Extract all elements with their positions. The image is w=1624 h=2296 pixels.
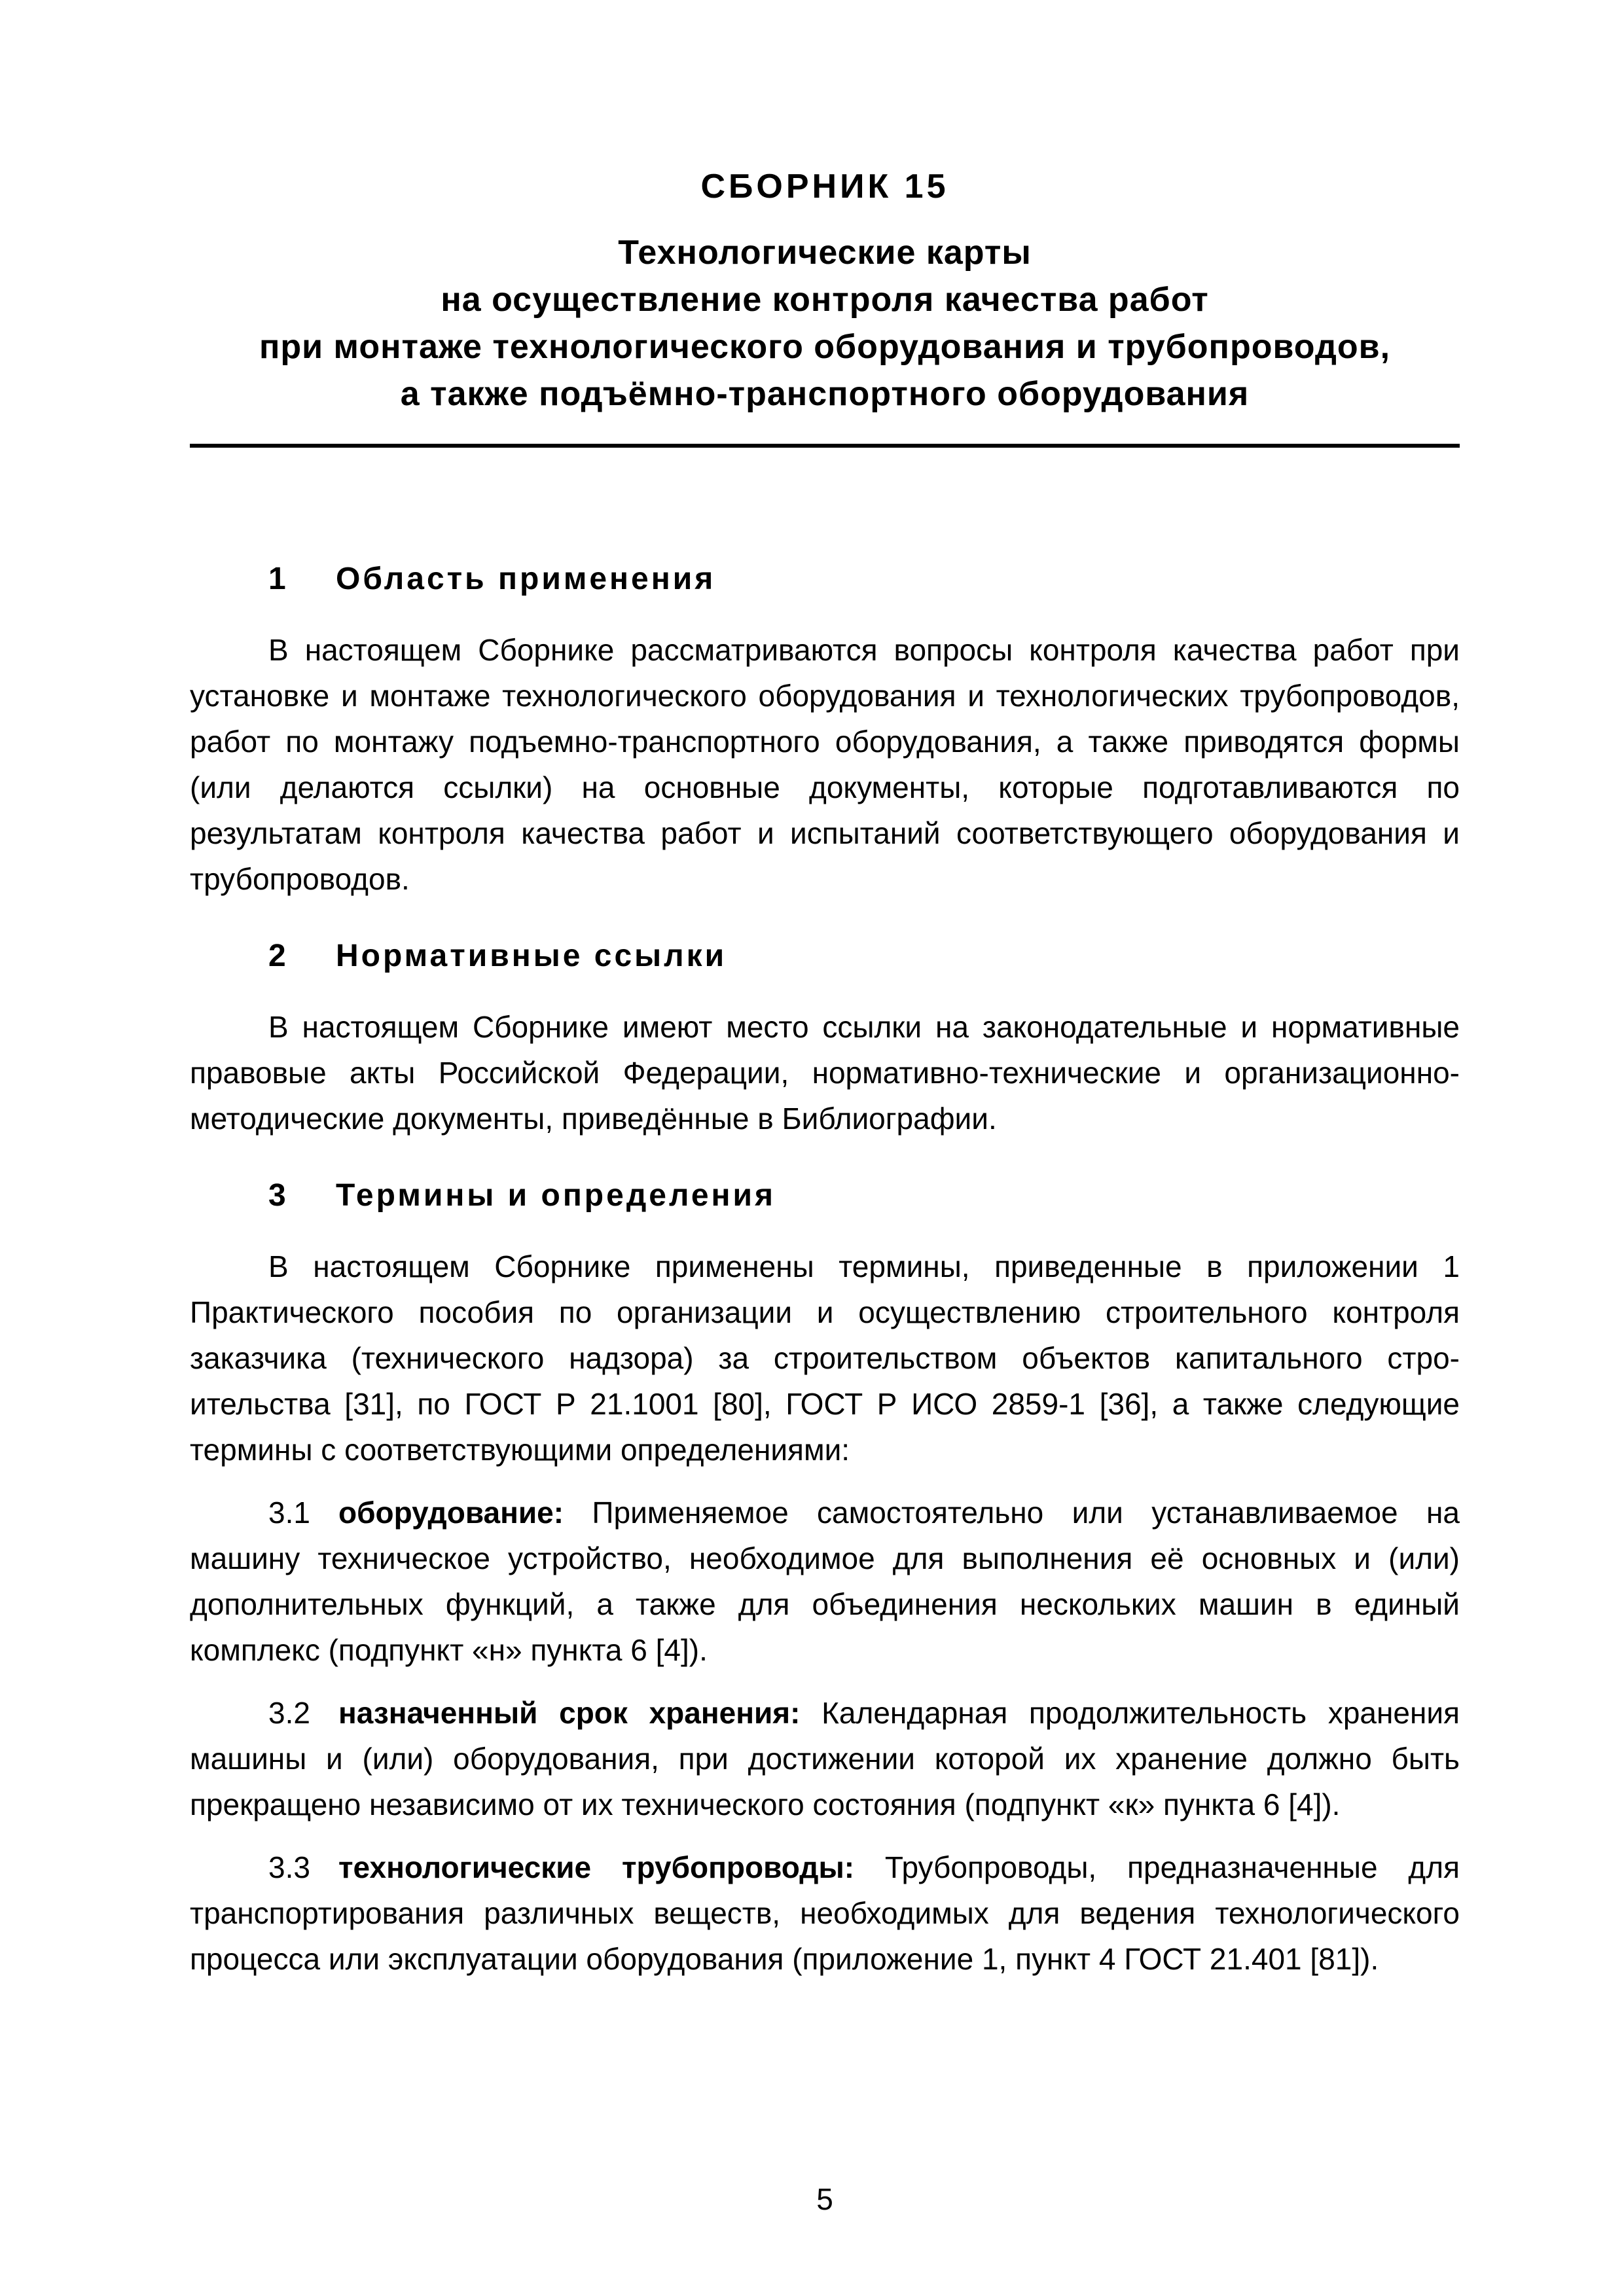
definition-text: Календарная продолжительность хранения машины и (или) оборудования, при достижении которой их хранение должно быть прекращено независимо от их технического состояния (подпункт «к» пункта 6 [4]). xyxy=(190,1696,1460,1821)
definition-term: оборудование: xyxy=(338,1496,564,1530)
section-heading-terms xyxy=(190,1173,1460,1219)
definition-term: технологические трубопроводы: xyxy=(338,1850,855,1884)
collection-title xyxy=(190,229,1460,418)
section-paragraph-terms: В настоящем Сборнике применены термины, приведенные в приложении 1 Практического пособия по организации и осуществлению строительного контроля заказчика (технического надзора) за строительством объектов капитального строительства [31], по ГОСТ Р 21.1001 [80], ГОСТ Р ИСО 2859-1 [36], а также следующие термины с соответствующими определениями: xyxy=(190,1249,1460,1467)
section-heading-references xyxy=(190,933,1460,979)
definition-item xyxy=(190,1844,1460,1982)
section-title: Термины и определения xyxy=(336,1178,776,1213)
definition-number: 3.2 xyxy=(268,1696,310,1730)
definition-term: назначенный срок хранения: xyxy=(338,1696,801,1730)
document-body xyxy=(190,556,1460,1999)
page-number: 5 xyxy=(816,2182,833,2216)
section-title: Область применения xyxy=(336,562,716,596)
section-heading-scope xyxy=(190,556,1460,602)
definition-text: Применяемое самостоятельно или устанавливаемое на машину техническое устройство, необходимое для выполнения её основных и (или) дополнительных функций, а также для объединения нескольких машин в единый комплекс (подпункт «н» пункта 6 [4]). xyxy=(190,1496,1460,1667)
definition-item xyxy=(190,1690,1460,1827)
definition-number: 3.3 xyxy=(268,1850,310,1884)
title-line: при монтаже технологического оборудования и трубопроводов, xyxy=(259,328,1391,366)
section-paragraph-references: В настоящем Сборнике имеют место ссылки на законодательные и нормативные правовые акты Российской Федерации, нормативно-технические и организационно-методические документы, приведённые в Библиографии. xyxy=(190,1010,1460,1136)
title-line: а также подъёмно-транспортного оборудования xyxy=(400,375,1250,413)
section-number: 3 xyxy=(268,1178,286,1213)
section-title: Нормативные ссылки xyxy=(336,939,727,973)
section-number: 2 xyxy=(268,939,286,973)
section-number: 1 xyxy=(268,562,286,596)
title-line: на осуществление контроля качества работ xyxy=(441,281,1209,319)
definition-item xyxy=(190,1490,1460,1673)
collection-label: СБОРНИК 15 xyxy=(700,168,949,206)
section-paragraph-scope: В настоящем Сборнике рассматриваются вопросы контроля качества работ при установке и монтаже технологического оборудования и технологических трубопроводов, работ по монтажу подъемно-транспортного оборудования, а также приводятся формы (или делаются ссылки) на основные документы, которые подготавливаются по результатам контроля качества работ и испытаний соответствующего оборудования и трубопроводов. xyxy=(190,633,1460,896)
definition-text: Трубопроводы, предназначенные для транспортирования различных веществ, необходимых для ведения технологического процесса или эксплуатации оборудования (приложение 1, пункт 4 ГОСТ 21.401 [81]). xyxy=(190,1850,1460,1976)
title-line: Технологические карты xyxy=(618,234,1032,272)
title-divider xyxy=(190,444,1460,448)
definition-number: 3.1 xyxy=(268,1496,310,1530)
